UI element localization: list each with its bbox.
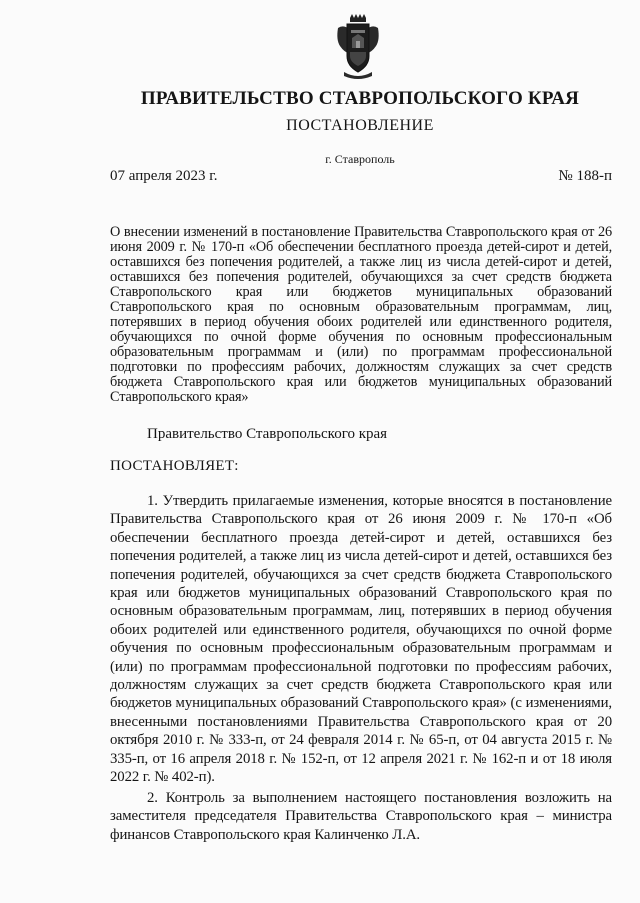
- document-date: 07 апреля 2023 г.: [110, 168, 218, 184]
- decree-heading: ПОСТАНОВЛЯЕТ:: [110, 458, 239, 474]
- paragraph-2: 2. Контроль за выполнением настоящего постановления возложить на заместителя председателя Правительства Ставропольского края – министра финансов Ставропольского края Калинченко Л.А.: [110, 790, 612, 843]
- paragraph-1: 1. Утвердить прилагаемые изменения, которые вносятся в постановление Правительства Ставропольского края от 26 июня 2009 г. № 170-п «Об обеспечении бесплатного проезда детей-сирот и детей, оставшихся без попечения родителей, а также лиц из числа детей-сирот и детей, оставшихся без попечения родителей, обучающихся за счет средств бюджета Ставропольского края или бюджетов муниципальных образований Ставропольского края по основным образовательным программам, лиц, потерявших в период обучения обоих родителей или единственного родителя, обучающихся по очной форме обучения по основным профессиональным образовательным программам и (или) по программам профессиональной подготовки по профессиям рабочих, должностям служащих за счет средств бюджета Ставропольского края или бюджетов муниципальных образований Ставропольского края» (с изменениями, внесенными постановлениями Правительства Ставропольского края от 20 октября 2010 г. № 333-п, от 24 февраля 2014 г. № 65-п, от 04 августа 2015 г. № 335-п, от 16 апреля 2018 г. № 152-п, от 12 апреля 2021 г. № 162-п и от 18 июля 2022 г. № 402-п).: [110, 493, 612, 786]
- document-subject: О внесении изменений в постановление Правительства Ставропольского края от 26 июня 2009 г. № 170-п «Об обеспечении бесплатного проезда детей-сирот и детей, оставшихся без попечения родителей, а также лиц из числа детей-сирот и детей, оставшихся без попечения родителей, обучающихся за счет средств бюджета Ставропольского края или бюджетов муниципальных образований Ставропольского края по основным образовательным программам, лиц, потерявших в период обучения обоих родителей или единственного родителя, обучающихся по очной форме обучения по основным профессиональным образовательным программам и (или) по программам профессиональной подготовки по профессиям рабочих, должностям служащих за счет средств бюджета Ставропольского края или бюджетов муниципальных образований Ставропольского края»: [110, 224, 612, 405]
- issuer-line: Правительство Ставропольского края: [147, 426, 388, 442]
- coat-of-arms-icon: [336, 14, 380, 80]
- document-number: № 188-п: [558, 168, 612, 184]
- document-type: ПОСТАНОВЛЕНИЕ: [286, 117, 434, 134]
- city-label: г. Ставрополь: [325, 152, 395, 166]
- government-title: ПРАВИТЕЛЬСТВО СТАВРОПОЛЬСКОГО КРАЯ: [140, 88, 580, 109]
